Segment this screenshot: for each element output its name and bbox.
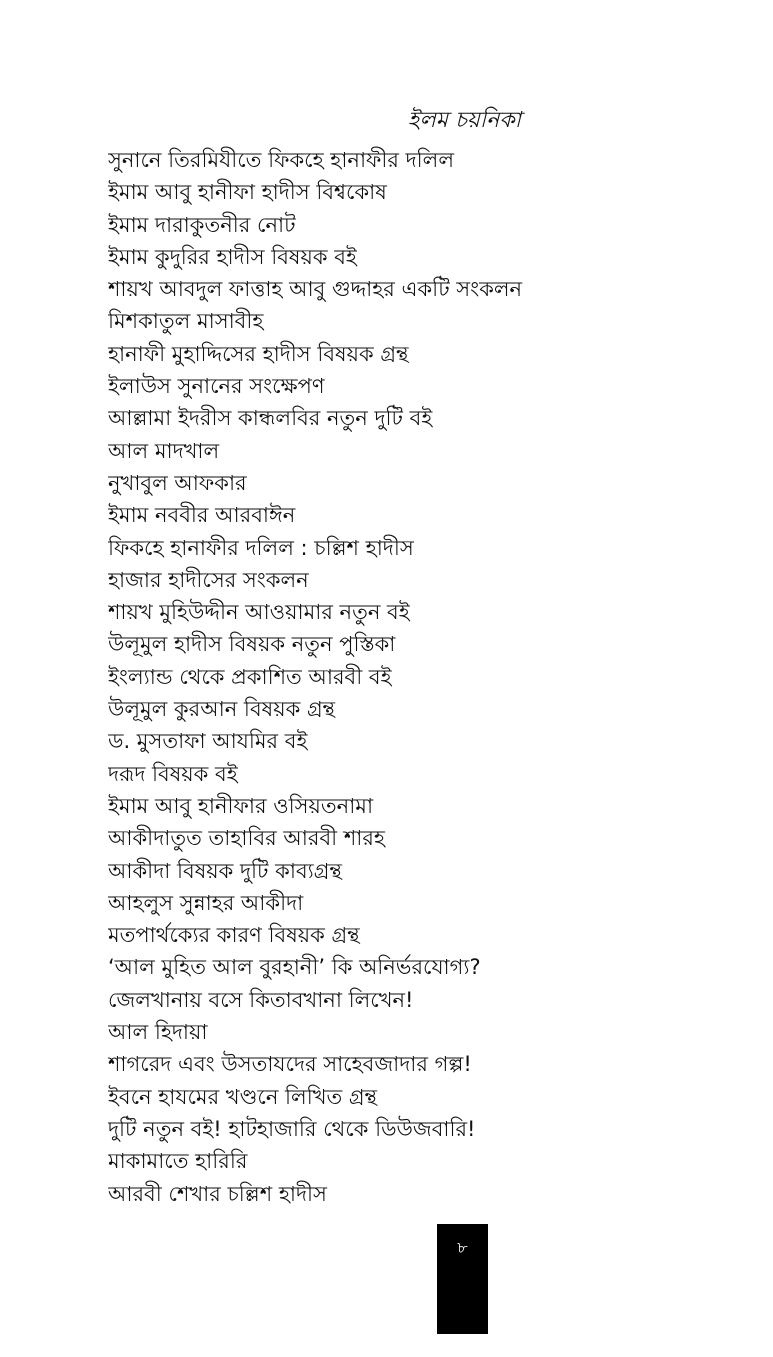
toc-entry: ইংল্যান্ড থেকে প্রকাশিত আরবী বই (108, 664, 392, 689)
toc-entry: শায়খ আবদুল ফাত্তাহ আবু গুদ্দাহর একটি সংকলন (108, 277, 523, 302)
toc-entry: হানাফী মুহাদ্দিসের হাদীস বিষয়ক গ্রন্থ (108, 341, 409, 366)
toc-entry: হাজার হাদীসের সংকলন (108, 567, 309, 592)
toc-entry: ড. মুসতাফা আযমির বই (108, 729, 308, 754)
toc-entry: শাগরেদ এবং উসতাযদের সাহেবজাদার গল্প! (108, 1052, 472, 1077)
toc-entry: ইলাউস সুনানের সংক্ষেপণ (108, 374, 325, 399)
running-header: ইলম চয়নিকা (407, 108, 521, 133)
toc-entry: মতপার্থক্যের কারণ বিষয়ক গ্রন্থ (108, 923, 360, 948)
toc-entry: আকীদাতুত তাহাবির আরবী শারহ (108, 826, 385, 851)
toc-entry: নুখাবুল আফকার (108, 470, 247, 495)
toc-entry: ইমাম কুদুরির হাদীস বিষয়ক বই (108, 244, 357, 269)
toc-entry: দরূদ বিষয়ক বই (108, 761, 238, 786)
toc-entry: ফিকহে হানাফীর দলিল : চল্লিশ হাদীস (108, 535, 414, 560)
toc-entry: ‘আল মুহিত আল বুরহানী’ কি অনির্ভরযোগ্য? (108, 955, 481, 980)
toc-entry: আল্লামা ইদরীস কান্ধলবির নতুন দুটি বই (108, 406, 433, 431)
toc-entry: দুটি নতুন বই! হাটহাজারি থেকে ডিউজবারি! (108, 1116, 476, 1141)
toc-entry: উলূমুল হাদীস বিষয়ক নতুন পুস্তিকা (108, 632, 396, 657)
toc-entry: আল হিদায়া (108, 1020, 208, 1045)
page-number-tab (437, 1224, 488, 1334)
toc-entry: জেলখানায় বসে কিতাবখানা লিখেন! (108, 987, 414, 1012)
toc-entry: সুনানে তিরমিযীতে ফিকহে হানাফীর দলিল (108, 148, 454, 172)
toc-entry: আল মাদখাল (108, 438, 220, 463)
toc-entry: আহলুস সুন্নাহর আকীদা (108, 890, 304, 915)
toc-entry: ইবনে হাযমের খণ্ডনে লিখিত গ্রন্থ (108, 1084, 378, 1109)
toc-entry: ইমাম আবু হানীফা হাদীস বিশ্বকোষ (108, 180, 387, 205)
toc-entry: ইমাম নববীর আরবাঈন (108, 503, 296, 528)
toc-entry: মাকামাতে হারিরি (108, 1149, 248, 1174)
table-of-contents (108, 144, 708, 1210)
toc-entry: শায়খ মুহিউদ্দীন আওয়ামার নতুন বই (108, 600, 410, 625)
toc-entry: ইমাম আবু হানীফার ওসিয়তনামা (108, 793, 374, 818)
toc-entry: ইমাম দারাকুতনীর নোট (108, 212, 296, 237)
toc-entry: আকীদা বিষয়ক দুটি কাব্যগ্রন্থ (108, 858, 342, 883)
page-number: ৮ (457, 1238, 468, 1257)
toc-entry: উলূমুল কুরআন বিষয়ক গ্রন্থ (108, 697, 336, 722)
toc-entry: আরবী শেখার চল্লিশ হাদীস (108, 1181, 327, 1206)
toc-entry: মিশকাতুল মাসাবীহ (108, 309, 264, 334)
